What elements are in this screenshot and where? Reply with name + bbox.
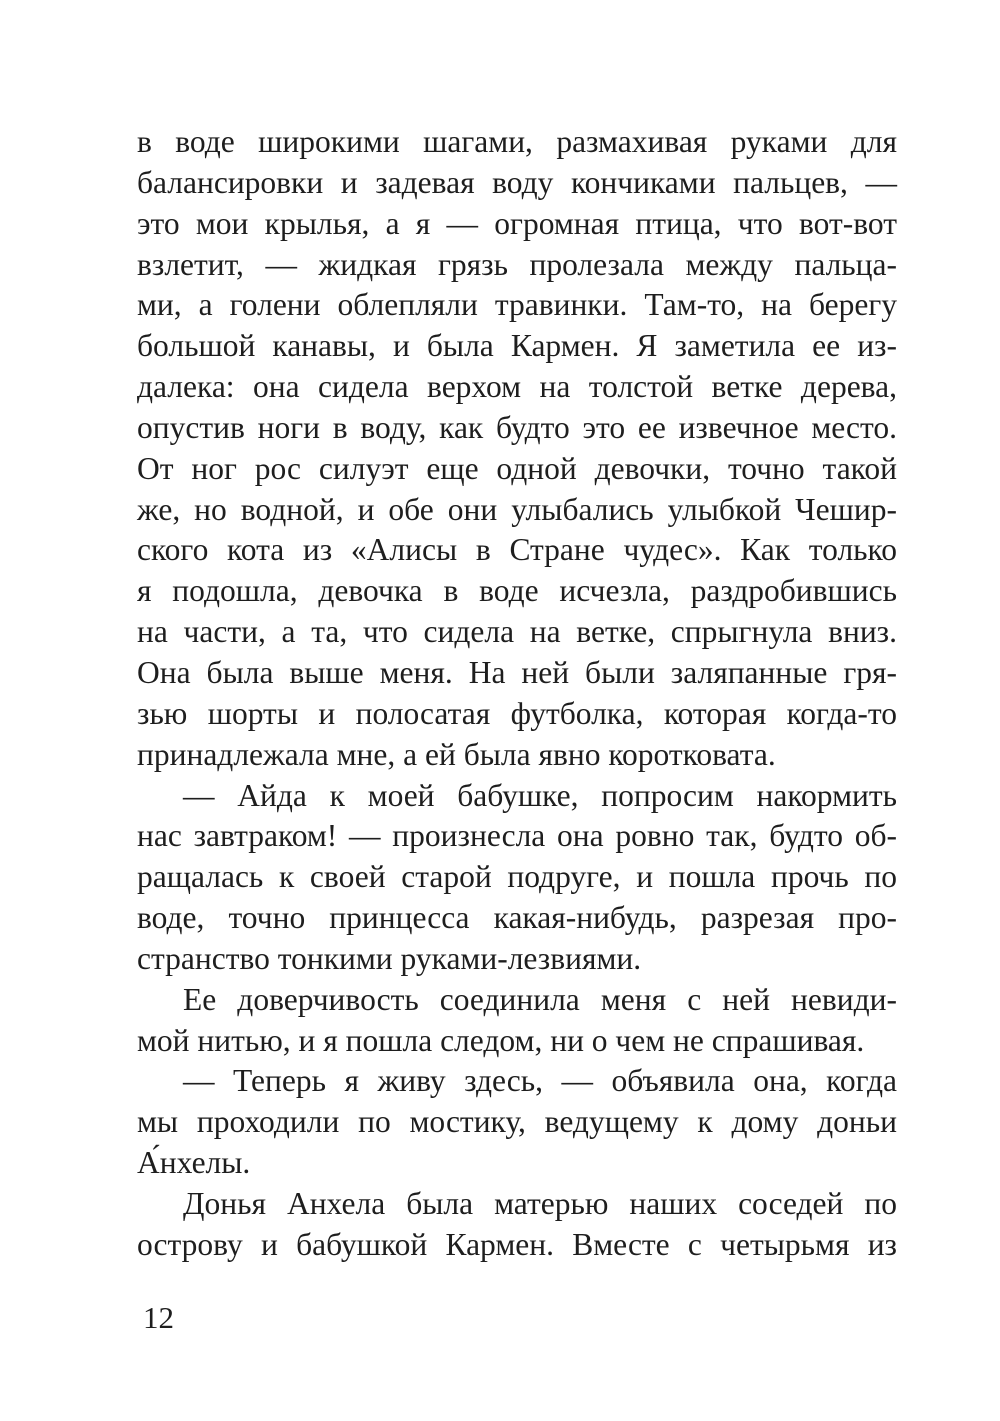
text-line: нас завтраком! — произнесла она ровно так, будто об- bbox=[137, 818, 897, 854]
text-line: я подошла, девочка в воде исчезла, раздробившись bbox=[137, 573, 897, 609]
text-line: Донья Анхела была матерью наших соседей по bbox=[183, 1185, 897, 1221]
text-line: большой канавы, и была Кармен. Я заметила ее из- bbox=[137, 328, 897, 364]
text-line: балансировки и задевая воду кончиками пальцев, — bbox=[137, 164, 897, 200]
page-number: 12 bbox=[143, 1300, 174, 1335]
text-line: — Айда к моей бабушке, попросим накормить bbox=[183, 777, 897, 813]
text-line: это мои крылья, а я — огромная птица, что вот-вот bbox=[137, 205, 897, 241]
text-line: на части, а та, что сидела на ветке, спрыгнула вниз. bbox=[137, 614, 897, 650]
text-line: зью шорты и полосатая футболка, которая когда-то bbox=[137, 695, 897, 731]
text-line: — Теперь я живу здесь, — объявила она, когда bbox=[183, 1063, 897, 1099]
text-line: ращалась к своей старой подруге, и пошла прочь по bbox=[137, 859, 897, 895]
body-text bbox=[137, 122, 897, 1266]
text-line: принадлежала мне, а ей была явно коротковата. bbox=[137, 736, 776, 772]
text-line: А́нхелы. bbox=[137, 1145, 251, 1181]
text-line: ского кота из «Алисы в Стране чудес». Как только bbox=[137, 532, 897, 568]
text-line: мы проходили по мостику, ведущему к дому доньи bbox=[137, 1104, 897, 1140]
text-line: странство тонкими руками-лезвиями. bbox=[137, 940, 642, 976]
text-line: ми, а голени облепляли травинки. Там-то, на берегу bbox=[137, 287, 897, 323]
text-line: воде, точно принцесса какая-нибудь, разрезая про- bbox=[137, 900, 897, 936]
text-line: далека: она сидела верхом на толстой ветке дерева, bbox=[137, 369, 897, 405]
text-line: же, но водной, и обе они улыбались улыбкой Чешир- bbox=[137, 491, 897, 527]
text-line: мой нитью, и я пошла следом, ни о чем не спрашивая. bbox=[137, 1022, 865, 1058]
text-line: острову и бабушкой Кармен. Вместе с четырьмя из bbox=[137, 1226, 897, 1262]
text-line: Она была выше меня. На ней были заляпанные гря- bbox=[137, 654, 897, 690]
text-line: в воде широкими шагами, размахивая руками для bbox=[137, 124, 897, 159]
text-line: Ее доверчивость соединила меня с ней невиди- bbox=[183, 981, 897, 1017]
text-line: От ног рос силуэт еще одной девочки, точно такой bbox=[137, 450, 897, 486]
text-line: опустив ноги в воду, как будто это ее извечное место. bbox=[137, 409, 897, 445]
text-line: взлетит, — жидкая грязь пролезала между пальца- bbox=[137, 246, 897, 282]
